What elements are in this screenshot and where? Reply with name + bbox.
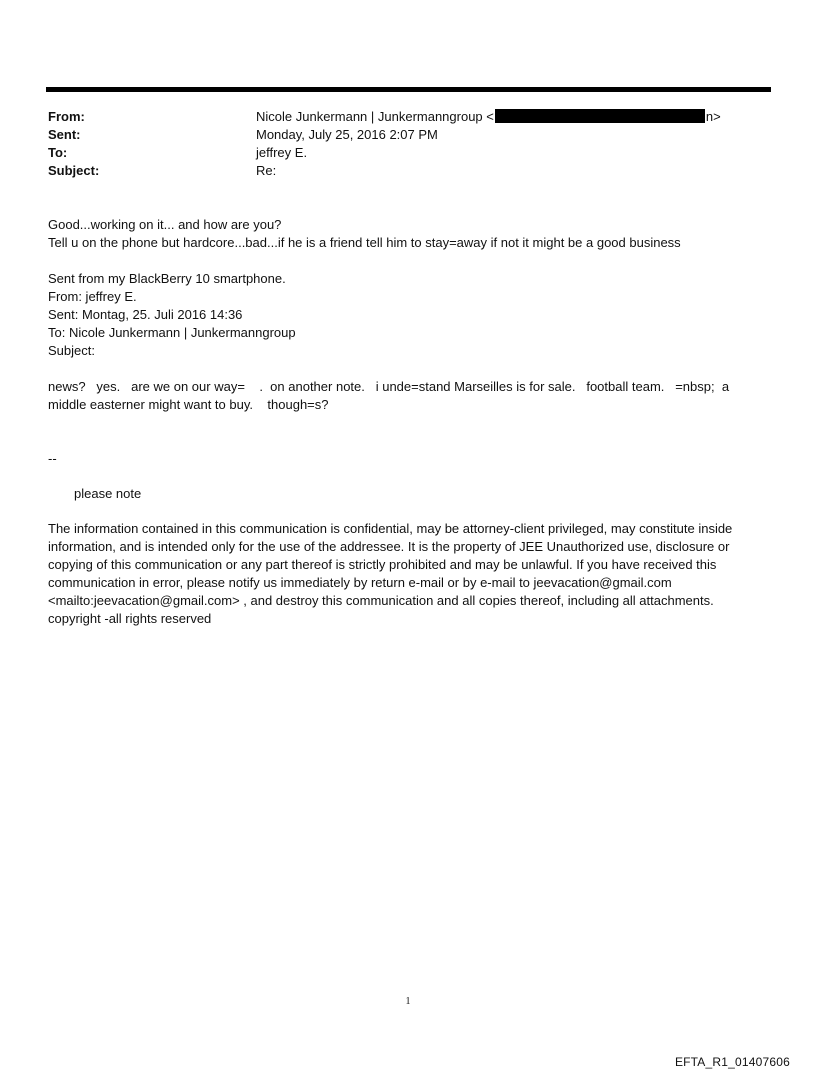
bates-number: EFTA_R1_01407606: [674, 1055, 790, 1069]
to-label: To:: [48, 145, 68, 160]
quoted-body: news? yes. are we on our way= . on another note. i unde=stand Marseilles is for sale. football team. =nbsp; a middle easterner might want to buy. though=s?: [48, 379, 733, 412]
disclaimer-text: The information contained in this communication is confidential, may be attorney-client privileged, may constitute inside information, and is intended only for the use of the addressee. It is the property of JEE Unauthorized use, disclosure or copying of this communication or any part thereof is strictly prohibited and may be unlawful. If you have received this communication in error, please notify us immediately by return e-mail or by e-mail to jeevacation@gmail.com <mailto:jeevacation@gmail.com> , and destroy this communication and all copies thereof, including all attachments. copyright -all rights reserved: [48, 521, 733, 626]
redacted-email: [495, 109, 705, 123]
reply-line-1: Good...working on it... and how are you?: [48, 217, 282, 232]
quoted-sent: Sent: Montag, 25. Juli 2016 14:36: [48, 307, 243, 322]
sent-label: Sent:: [48, 127, 81, 142]
quoted-to: To: Nicole Junkermann | Junkermanngroup: [48, 325, 296, 340]
note-heading: please note: [74, 486, 142, 501]
from-value: [256, 108, 721, 126]
header-rule: [46, 87, 771, 92]
page-number: 1: [405, 996, 411, 1007]
to-value: jeffrey E.: [256, 145, 308, 160]
from-label: From:: [48, 109, 85, 124]
from-name: Nicole Junkermann | Junkermanngroup <: [256, 109, 494, 124]
subject-label: Subject:: [48, 163, 100, 178]
blackberry-signature: Sent from my BlackBerry 10 smartphone.: [48, 271, 286, 286]
quoted-from: From: jeffrey E.: [48, 289, 137, 304]
signature-separator: --: [48, 451, 57, 466]
reply-line-2: Tell u on the phone but hardcore...bad...if he is a friend tell him to stay=away if not it might be a good business: [48, 235, 681, 250]
sent-value: Monday, July 25, 2016 2:07 PM: [256, 127, 438, 142]
quoted-subject: Subject:: [48, 343, 95, 358]
subject-value: Re:: [256, 163, 277, 178]
from-suffix: n>: [705, 109, 721, 124]
